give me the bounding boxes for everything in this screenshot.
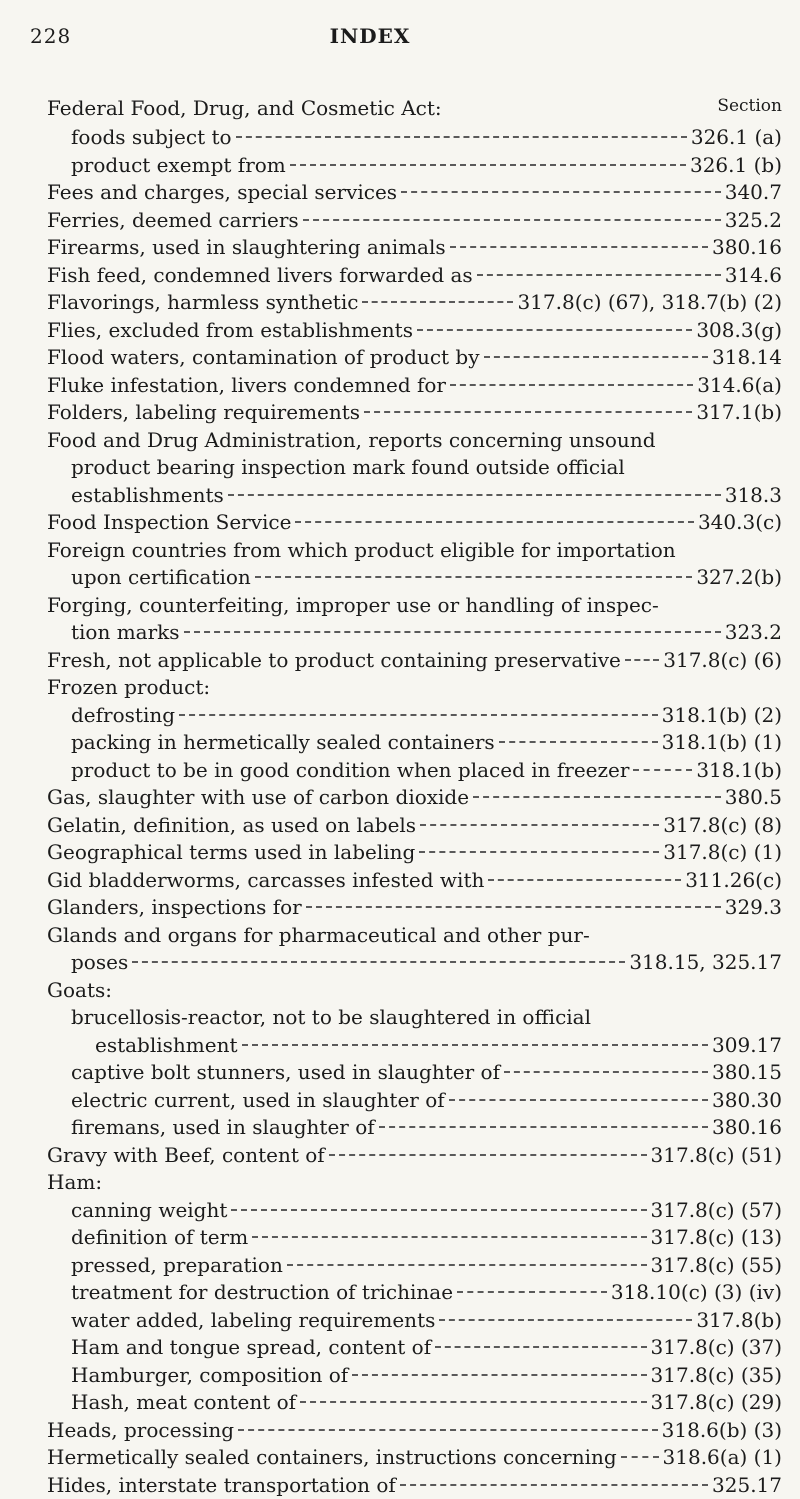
dot-leader (132, 961, 625, 963)
dot-leader (484, 356, 708, 358)
dot-leader (450, 384, 693, 386)
index-entry (47, 344, 782, 372)
index-entry (47, 702, 782, 730)
section-reference: 380.16 (712, 234, 782, 262)
index-entry-text: Foreign countries from which product eligible for importation (47, 537, 676, 565)
section-reference: 380.15 (712, 1059, 782, 1087)
index-entry-text: defrosting (71, 702, 175, 730)
index-entry-text: product bearing inspection mark found outside official (71, 454, 625, 482)
index-entry-text: Flood waters, contamination of product by (47, 344, 480, 372)
index-entry-text: Fresh, not applicable to product containing preservative (47, 647, 621, 675)
index-entry-text: Hermetically sealed containers, instructions concerning (47, 1444, 617, 1472)
index-entry (47, 812, 782, 840)
index-entry-text: Gid bladderworms, carcasses infested with (47, 867, 484, 895)
dot-leader (401, 191, 721, 193)
index-entry-text: establishments (71, 482, 224, 510)
index-entry-text: canning weight (71, 1197, 227, 1225)
index-entry (47, 152, 782, 180)
dot-leader (450, 246, 708, 248)
dot-leader (242, 1044, 708, 1046)
index-entry-text: Heads, processing (47, 1417, 234, 1445)
index-entry (47, 1224, 782, 1252)
index-entry (47, 674, 782, 702)
index-entry-text: packing in hermetically sealed containers (71, 729, 495, 757)
index-entry-text: Gas, slaughter with use of carbon dioxide (47, 784, 469, 812)
index-entry-text: foods subject to (71, 124, 232, 152)
dot-leader (252, 1236, 646, 1238)
section-reference: 318.1(b) (696, 757, 782, 785)
index-entry-text: Firearms, used in slaughtering animals (47, 234, 446, 262)
dot-leader (449, 1099, 708, 1101)
index-entry (47, 317, 782, 345)
section-reference: 318.14 (712, 344, 782, 372)
section-reference: 340.3(c) (698, 509, 782, 537)
index-entry (47, 1417, 782, 1445)
index-entry (47, 1444, 782, 1472)
index-entry-text: Food Inspection Service (47, 509, 291, 537)
section-reference: 380.16 (712, 1114, 782, 1142)
index-entry-text: Gravy with Beef, content of (47, 1142, 325, 1170)
index-entry-text: treatment for destruction of trichinae (71, 1279, 453, 1307)
index-entry-text: Ferries, deemed carriers (47, 207, 299, 235)
index-entry-text: Forging, counterfeiting, improper use or handling of inspec- (47, 592, 659, 620)
section-reference: 317.8(c) (51) (651, 1142, 782, 1170)
index-entry (47, 647, 782, 675)
dot-leader (625, 659, 659, 661)
dot-leader (499, 741, 658, 743)
section-reference: 380.5 (725, 784, 782, 812)
index-entry (47, 124, 782, 152)
section-reference: 318.10(c) (3) (iv) (611, 1279, 782, 1307)
dot-leader (417, 329, 692, 331)
index-entry (47, 372, 782, 400)
index-entry (47, 179, 782, 207)
section-reference: 317.8(c) (13) (651, 1224, 782, 1252)
index-entry-text: Ham: (47, 1169, 102, 1197)
section-reference: 317.8(c) (8) (663, 812, 782, 840)
dot-leader (504, 1071, 708, 1073)
index-entry (47, 564, 782, 592)
dot-leader (364, 411, 692, 413)
dot-leader (419, 851, 659, 853)
index-entry (47, 619, 782, 647)
index-entry-text: upon certification (71, 564, 251, 592)
dot-leader (621, 1456, 659, 1458)
index-entry-text: product exempt from (71, 152, 286, 180)
index-entry (47, 1059, 782, 1087)
index-entry (47, 399, 782, 427)
section-reference: 317.8(b) (696, 1307, 782, 1335)
index-entry-text: Frozen product: (47, 674, 210, 702)
dot-leader (255, 576, 693, 578)
index-entry (47, 894, 782, 922)
index-entry (47, 1197, 782, 1225)
section-reference: 317.1(b) (696, 399, 782, 427)
index-entry-text: establishment (95, 1032, 238, 1060)
dot-leader (179, 714, 658, 716)
index-entry-text: brucellosis-reactor, not to be slaughtered in official (71, 1004, 591, 1032)
index-entry-text: definition of term (71, 1224, 248, 1252)
index-entry-text: Glanders, inspections for (47, 894, 302, 922)
dot-leader (295, 521, 693, 523)
section-reference: 317.8(c) (55) (651, 1252, 782, 1280)
section-reference: 318.6(b) (3) (662, 1417, 782, 1445)
section-reference: 314.6 (725, 262, 782, 290)
dot-leader (457, 1291, 607, 1293)
index-entry (47, 482, 782, 510)
index-entry-text: tion marks (71, 619, 180, 647)
section-reference: 327.2(b) (696, 564, 782, 592)
dot-leader (379, 1126, 708, 1128)
section-column-label: Section (717, 96, 782, 116)
index-entry-text: Folders, labeling requirements (47, 399, 360, 427)
index-entry (47, 867, 782, 895)
index-entry (47, 922, 782, 950)
index-entry (47, 1334, 782, 1362)
index-entry (47, 977, 782, 1005)
dot-leader (236, 136, 687, 138)
section-reference: 309.17 (712, 1032, 782, 1060)
section-reference: 308.3(g) (696, 317, 782, 345)
index-entries (47, 124, 782, 1499)
page-title: INDEX (30, 24, 770, 48)
section-reference: 317.8(c) (35) (651, 1362, 782, 1390)
section-reference: 317.8(c) (67), 318.7(b) (2) (517, 289, 782, 317)
index-entry-text: Hides, interstate transportation of (47, 1472, 396, 1499)
dot-leader (633, 769, 692, 771)
dot-leader (362, 301, 513, 303)
index-entry-text: Hash, meat content of (71, 1389, 296, 1417)
index-entry-text: Gelatin, definition, as used on labels (47, 812, 416, 840)
section-reference: 318.15, 325.17 (629, 949, 782, 977)
index-entry (47, 234, 782, 262)
index-entry-text: pressed, preparation (71, 1252, 283, 1280)
index-entry (47, 262, 782, 290)
index-entry-text: electric current, used in slaughter of (71, 1087, 445, 1115)
dot-leader (238, 1429, 658, 1431)
section-reference: 311.26(c) (685, 867, 782, 895)
index-entry-text: Fish feed, condemned livers forwarded as (47, 262, 473, 290)
section-reference: 317.8(c) (57) (651, 1197, 782, 1225)
index-entry-text: Ham and tongue spread, content of (71, 1334, 431, 1362)
section-reference: 318.3 (725, 482, 782, 510)
section-reference: 317.8(c) (29) (651, 1389, 782, 1417)
index-entry (47, 537, 782, 565)
section-reference: 317.8(c) (6) (663, 647, 782, 675)
dot-leader (290, 164, 686, 166)
index-entry (47, 839, 782, 867)
section-reference: 326.1 (b) (690, 152, 782, 180)
dot-leader (287, 1264, 647, 1266)
index-heading: Federal Food, Drug, and Cosmetic Act: (47, 96, 442, 120)
index-entry (47, 454, 782, 482)
index-entry-text: poses (71, 949, 128, 977)
index-entry-text: Geographical terms used in labeling (47, 839, 415, 867)
section-reference: 318.6(a) (1) (663, 1444, 782, 1472)
index-heading-row (47, 96, 782, 126)
index-entry-text: Hamburger, composition of (71, 1362, 348, 1390)
index-entry (47, 757, 782, 785)
index-entry (47, 784, 782, 812)
section-reference: 317.8(c) (37) (651, 1334, 782, 1362)
index-entry-text: Glands and organs for pharmaceutical and other pur- (47, 922, 590, 950)
dot-leader (306, 906, 721, 908)
index-entry-text: captive bolt stunners, used in slaughter of (71, 1059, 500, 1087)
index-entry (47, 1279, 782, 1307)
index-entry (47, 1389, 782, 1417)
index-entry-text: product to be in good condition when placed in freezer (71, 757, 629, 785)
index-entry (47, 1004, 782, 1032)
index-entry (47, 427, 782, 455)
dot-leader (228, 494, 721, 496)
dot-leader (477, 274, 721, 276)
index-entry (47, 509, 782, 537)
index-entry (47, 207, 782, 235)
index-entry (47, 949, 782, 977)
section-reference: 326.1 (a) (691, 124, 782, 152)
index-entry-text: firemans, used in slaughter of (71, 1114, 375, 1142)
index-entry-text: Goats: (47, 977, 112, 1005)
index-entry (47, 1142, 782, 1170)
dot-leader (352, 1374, 646, 1376)
index-entry (47, 1252, 782, 1280)
section-reference: 325.2 (725, 207, 782, 235)
index-entry (47, 1032, 782, 1060)
page-number: 228 (30, 24, 71, 48)
index-entry (47, 1169, 782, 1197)
dot-leader (420, 824, 659, 826)
index-entry (47, 592, 782, 620)
dot-leader (400, 1484, 708, 1486)
dot-leader (184, 631, 721, 633)
page-header (30, 24, 770, 54)
index-entry-text: water added, labeling requirements (71, 1307, 435, 1335)
dot-leader (439, 1319, 692, 1321)
section-reference: 317.8(c) (1) (663, 839, 782, 867)
section-reference: 318.1(b) (2) (662, 702, 782, 730)
index-entry-text: Food and Drug Administration, reports concerning unsound (47, 427, 656, 455)
dot-leader (329, 1154, 647, 1156)
dot-leader (303, 219, 721, 221)
section-reference: 340.7 (725, 179, 782, 207)
dot-leader (231, 1209, 646, 1211)
index-entry (47, 1114, 782, 1142)
index-entry-text: Fees and charges, special services (47, 179, 397, 207)
index-entry-text: Flies, excluded from establishments (47, 317, 413, 345)
section-reference: 314.6(a) (697, 372, 782, 400)
dot-leader (435, 1346, 646, 1348)
section-reference: 325.17 (712, 1472, 782, 1499)
index-entry (47, 289, 782, 317)
index-entry (47, 729, 782, 757)
section-reference: 329.3 (725, 894, 782, 922)
index-entry-text: Flavorings, harmless synthetic (47, 289, 358, 317)
section-reference: 318.1(b) (1) (662, 729, 782, 757)
index-entry (47, 1087, 782, 1115)
index-entry (47, 1362, 782, 1390)
section-reference: 323.2 (725, 619, 782, 647)
section-reference: 380.30 (712, 1087, 782, 1115)
index-entry (47, 1307, 782, 1335)
index-entry-text: Fluke infestation, livers condemned for (47, 372, 446, 400)
dot-leader (488, 879, 681, 881)
dot-leader (300, 1401, 646, 1403)
dot-leader (473, 796, 721, 798)
index-entry (47, 1472, 782, 1499)
